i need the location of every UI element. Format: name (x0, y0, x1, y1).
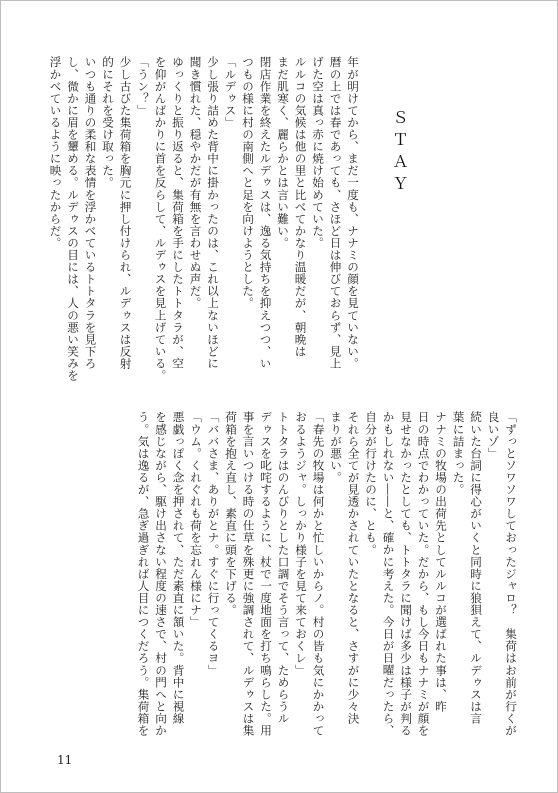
text-line: 暦の上では春であっても、さほど日は伸びておらず、見上 (328, 56, 343, 370)
text-line: ルルコの気候は他の里と比べてかなり温暖だが、朝晩は (293, 56, 308, 358)
text-line: 良いゾ」 (486, 411, 501, 460)
text-line: 「ずっとソワソワしておったジャロ？ 集荷はお前が行くが (504, 411, 518, 737)
page-number: 11 (57, 753, 73, 767)
text-line: う。気は逸るが、急ぎ過ぎれば人目につくだろう。集荷箱を (136, 411, 151, 737)
text-line: 的にそれを受け取った。 (101, 56, 115, 189)
text-line: 荷箱を抱え直し、素直に頭を下げる。 (224, 411, 238, 616)
text-line: 「ウム。くれぐれも荷を忘れん様にナ」 (189, 411, 203, 628)
text-line: 閉店作業を終えたルデゥスは、逸る気持ちを抑えつつ、い (258, 56, 273, 370)
text-column-top (48, 56, 361, 386)
text-line: 「うン？」 (136, 56, 150, 117)
chapter-title: ＳＴＡＹ (390, 109, 409, 197)
text-line: 見せなかったとしても、トトタラに聞けば多少は様子が判る (399, 411, 413, 737)
text-line: まだ肌寒く、麗らかとは言い難い。 (276, 56, 290, 249)
text-line: つもの様に村の南側へと足を向けようとした。 (241, 56, 255, 310)
text-line: し、微かに眉を顰める。ルデゥスの目には、人の悪い笑みを (66, 56, 80, 382)
text-line: 事を言いつける時の仕草を殊更に強調されて、ルデゥスは集 (241, 411, 256, 737)
text-line: まりが悪い。 (329, 411, 343, 484)
text-line: 悪戯っぽく念を押されて、ただ素直に頷いた。背中に視線 (171, 411, 186, 725)
text-line: 浮かべているように映ったからだ。 (48, 56, 63, 249)
text-line: いつも通りの柔和な表情を浮かべているトトタラを見下ろ (83, 56, 98, 370)
text-line: トトタラはのんびりとした口調でそう言って、ためらうル (276, 411, 291, 725)
text-line: 「ババさま、ありがとナ。すぐに行ってくるヨ」 (206, 411, 221, 677)
text-line: 日の時点でわかっていた。だから、もし今日もナナミが顔を (416, 411, 431, 737)
text-line: げた空は真っ赤に焼け始めていた。 (311, 56, 325, 249)
text-line: 「ルデゥス」 (223, 56, 238, 129)
text-line: 葉に詰まった。 (451, 411, 466, 496)
text-line: 少し古びた集荷箱を胸元に押し付けられ、ルデゥスは反射 (118, 56, 133, 370)
text-line: デゥスを叱咤するように、杖で一度地面を打ち鳴らした。用 (259, 411, 273, 737)
text-line: それら全てが見透かされていたとなると、さすがに少々決 (346, 411, 361, 725)
text-column-bottom (69, 411, 519, 741)
text-line: 「春先の牧場は何かと忙しいからノ。村の皆も気にかかって (311, 411, 326, 737)
text-line: 年が明けてから、まだ一度も、ナナミの顔を見ていない。 (346, 56, 360, 370)
text-line: ナナミの牧場の出荷先としてルルコが選ばれた事は、昨 (434, 411, 448, 713)
text-line: ゆっくりと振り返ると、集荷箱を手にしたトトタラが、空 (171, 56, 185, 370)
text-line: おるようジャ。しっかり様子を見て来ておくレ」 (294, 411, 308, 677)
text-line: を感じながら、駆け出さない程度の速さで、村の門へと向か (154, 411, 168, 737)
text-line: かもしれない――と、確かに考えた。今日が日曜だったら、 (381, 411, 396, 737)
text-line: 続いた台詞に得心がいくと同時に狼狽えて、ルデゥスは言 (469, 411, 483, 725)
text-line: 少し張り詰めた背中に掛かったのは、これ以上ないほどに (206, 56, 220, 370)
text-line: 聞き慣れた、穏やかだが有無を言わせぬ声だ。 (188, 56, 203, 310)
text-line: 自分が行けたのに、とも。 (364, 411, 378, 556)
text-line: を仰がんばかりに首を反らして、ルデゥスを見上げている。 (153, 56, 168, 382)
